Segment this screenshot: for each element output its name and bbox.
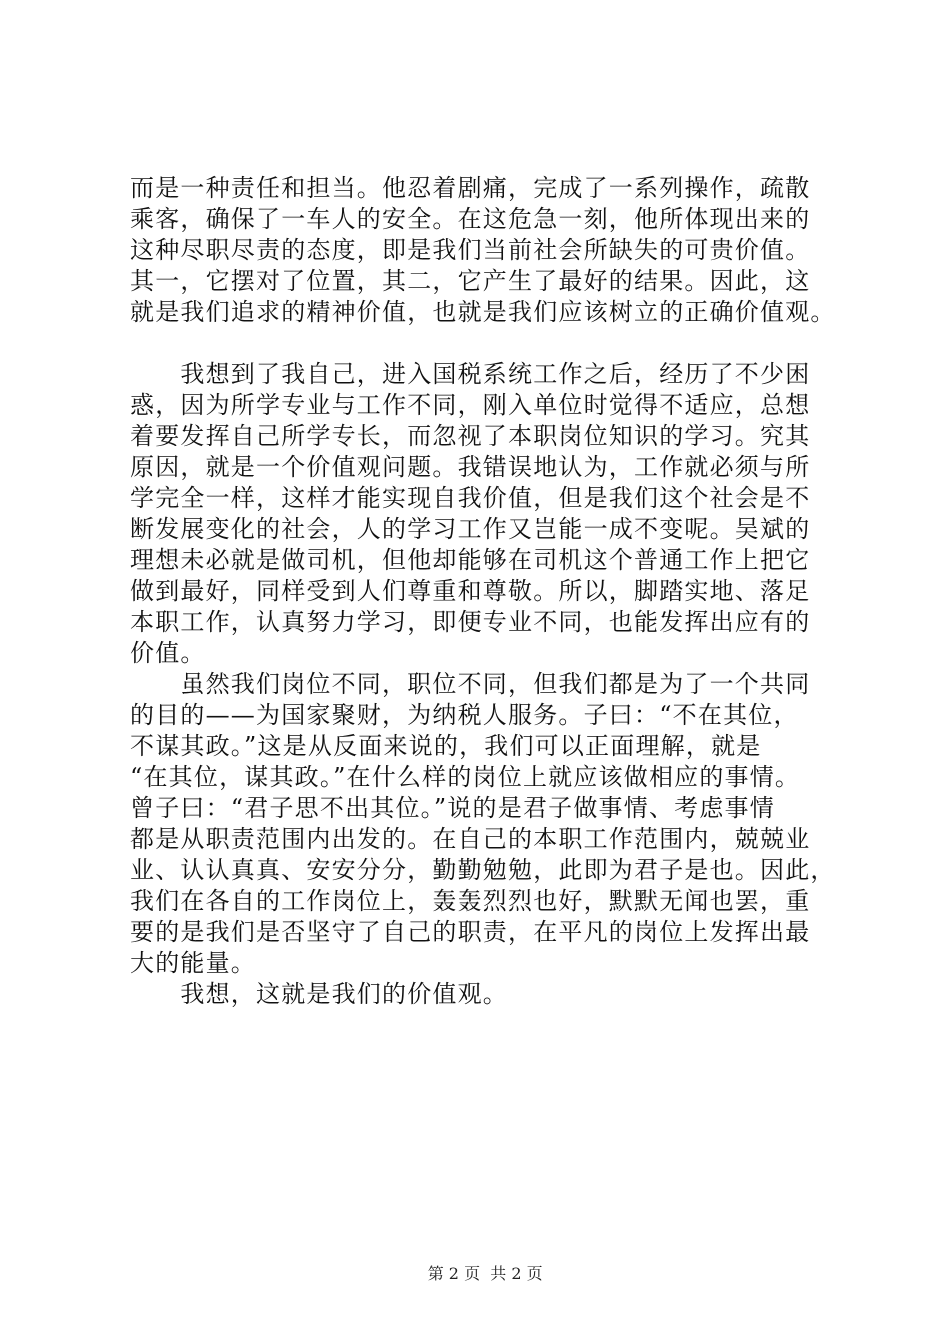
text-line: 这种尽职尽责的态度，即是我们当前社会所缺失的可贵价值。 — [130, 236, 811, 264]
text-line: 而是一种责任和担当。他忍着剧痛，完成了一系列操作，疏散 — [130, 174, 811, 202]
paragraph-spacer — [130, 328, 850, 359]
text-line: 我想，这就是我们的价值观。 — [130, 980, 508, 1008]
page-number-label: 第 2 页 共 2 页 — [427, 1264, 543, 1283]
text-line: 都是从职责范围内出发的。在自己的本职工作范围内，兢兢业 — [130, 825, 811, 853]
text-line: 着要发挥自己所学专长，而忽视了本职岗位知识的学习。究其 — [130, 422, 811, 450]
text-line: 大的能量。 — [130, 949, 256, 977]
text-line: 乘客，确保了一车人的安全。在这危急一刻，他所体现出来的 — [130, 205, 811, 233]
text-line: 我想到了我自己，进入国税系统工作之后，经历了不少困 — [130, 360, 811, 388]
text-line: 理想未必就是做司机，但他却能够在司机这个普通工作上把它 — [130, 546, 811, 574]
text-line: 学完全一样，这样才能实现自我价值，但是我们这个社会是不 — [130, 484, 811, 512]
text-line: 其一，它摆对了位置，其二，它产生了最好的结果。因此，这 — [130, 267, 811, 295]
text-line: 原因，就是一个价值观问题。我错误地认为，工作就必须与所 — [130, 453, 811, 481]
text-line: 不谋其政。”这是从反面来说的，我们可以正面理解，就是 — [130, 732, 762, 760]
text-line: 曾子曰：“君子思不出其位。”说的是君子做事情、考虑事情 — [130, 794, 775, 822]
text-line: 业、认认真真、安安分分，勤勤勉勉，此即为君子是也。因此， — [130, 856, 836, 884]
document-body — [130, 173, 850, 1010]
paragraph — [130, 359, 850, 669]
paragraph — [130, 669, 850, 979]
text-line: 本职工作，认真努力学习，即便专业不同，也能发挥出应有的 — [130, 608, 811, 636]
text-line: 虽然我们岗位不同，职位不同，但我们都是为了一个共同 — [130, 670, 811, 698]
text-line: “在其位，谋其政。”在什么样的岗位上就应该做相应的事情。 — [130, 763, 801, 791]
text-line: 断发展变化的社会，人的学习工作又岂能一成不变呢。吴斌的 — [130, 515, 811, 543]
text-line: 惑，因为所学专业与工作不同，刚入单位时觉得不适应，总想 — [130, 391, 811, 419]
text-line: 我们在各自的工作岗位上，轰轰烈烈也好，默默无闻也罢，重 — [130, 887, 811, 915]
text-line: 做到最好，同样受到人们尊重和尊敬。所以，脚踏实地、落足 — [130, 577, 811, 605]
paragraph — [130, 173, 850, 328]
text-line: 要的是我们是否坚守了自己的职责，在平凡的岗位上发挥出最 — [130, 918, 811, 946]
text-line: 的目的——为国家聚财，为纳税人服务。子曰：“不在其位， — [130, 701, 799, 729]
page-footer — [0, 1244, 950, 1304]
text-line: 价值。 — [130, 639, 206, 667]
text-line: 就是我们追求的精神价值，也就是我们应该树立的正确价值观。 — [130, 298, 836, 326]
paragraph — [130, 979, 850, 1010]
